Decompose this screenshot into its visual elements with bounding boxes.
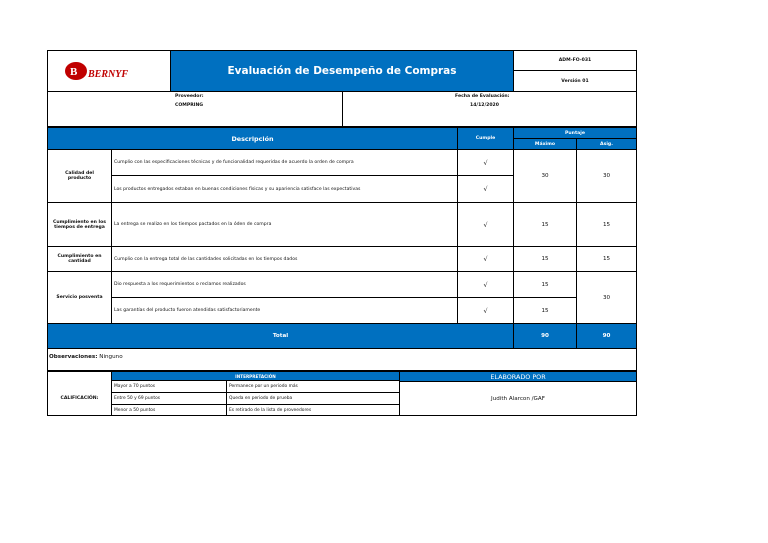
prepared-by-name: Judith Alarcon /GAF	[399, 381, 637, 416]
document-code: ADM-FO-031	[513, 50, 637, 71]
criterion-row: Cumplio con las especificaciones técnicas y de funcionalidad requeridas de acuerdo la orden de compra	[111, 149, 458, 176]
category-quality: Calidad del producto	[47, 149, 112, 203]
header-asig: Asig.	[576, 138, 637, 150]
cumple-check: √	[457, 202, 514, 247]
observations	[49, 354, 123, 360]
interpretation-title: INTERPRETACIÓN	[111, 371, 400, 381]
provider-value: COMPRING	[175, 103, 204, 108]
document-version: Versión 01	[513, 70, 637, 92]
interpretation-range: Menor a 50 puntos	[111, 404, 227, 416]
criterion-row: La entrega se realizo en los tiempos pactados en la óden de compra	[111, 202, 458, 247]
assigned-score: 15	[576, 246, 637, 272]
header-cumple: Cumple	[457, 127, 514, 150]
max-score: 15	[513, 271, 577, 298]
category-after-sales: Servicio posventa	[47, 271, 112, 324]
cumple-check: √	[457, 149, 514, 176]
max-score: 30	[513, 149, 577, 203]
category-delivery-time: Cumplimiento en los tiempos de entrega	[47, 202, 112, 247]
criterion-row: Los productos entregados estaban en buenas condiciones físicas y su apariencia satisface las expectativas	[111, 175, 458, 203]
interpretation-meaning: Permanece por un periodo más	[226, 380, 400, 393]
criterion-row: Las garantías del producto fueron atendidas satisfactoriamente	[111, 297, 458, 324]
header-puntaje: Puntaje	[513, 127, 637, 139]
assigned-score: 15	[576, 202, 637, 247]
observations-row	[47, 348, 637, 371]
observations-label: Observaciones:	[49, 354, 98, 360]
max-score: 15	[513, 202, 577, 247]
evaluation-date-label: Fecha de Evaluación:	[455, 94, 510, 99]
provider-label: Proveedor:	[175, 94, 204, 99]
assigned-score: 30	[576, 149, 637, 203]
total-label: Total	[47, 323, 514, 349]
interpretation-range: Mayor a 70 puntos	[111, 380, 227, 393]
interpretation-meaning: Queda en periodo de prueba	[226, 392, 400, 405]
logo-cell	[47, 50, 171, 92]
cumple-check: √	[457, 246, 514, 272]
max-score: 15	[513, 246, 577, 272]
assigned-score: 30	[576, 271, 637, 324]
document-title: Evaluación de Desempeño de Compras	[170, 50, 514, 92]
divider	[342, 91, 343, 127]
max-score: 15	[513, 297, 577, 324]
prepared-by-title: ELABORADO POR	[399, 371, 637, 382]
cumple-check: √	[457, 175, 514, 203]
interpretation-meaning: Es retirado de la lista de proveedores	[226, 404, 400, 416]
qualification-label: CALIFICACIÓN:	[47, 371, 112, 416]
cumple-check: √	[457, 271, 514, 298]
header-maximo: Máximo	[513, 138, 577, 150]
criterion-row: Cumplio con la entrega total de las cantidades solicitadas en los tiempos dados	[111, 246, 458, 272]
cumple-check: √	[457, 297, 514, 324]
total-asig: 90	[576, 323, 637, 349]
bernyf-logo	[64, 58, 154, 84]
svg-text:BERNYF: BERNYF	[88, 69, 129, 80]
svg-text:B: B	[70, 66, 78, 78]
observations-value: Ninguno	[99, 354, 123, 360]
total-max: 90	[513, 323, 577, 349]
interpretation-range: Entre 50 y 69 puntos	[111, 392, 227, 405]
criterion-row: Dio respuesta a los requerimientos o reclamos realizados	[111, 271, 458, 298]
header-description: Descripción	[47, 127, 458, 150]
category-quantity: Cumplimiento en cantidad	[47, 246, 112, 272]
evaluation-date-value: 14/12/2020	[470, 103, 499, 108]
